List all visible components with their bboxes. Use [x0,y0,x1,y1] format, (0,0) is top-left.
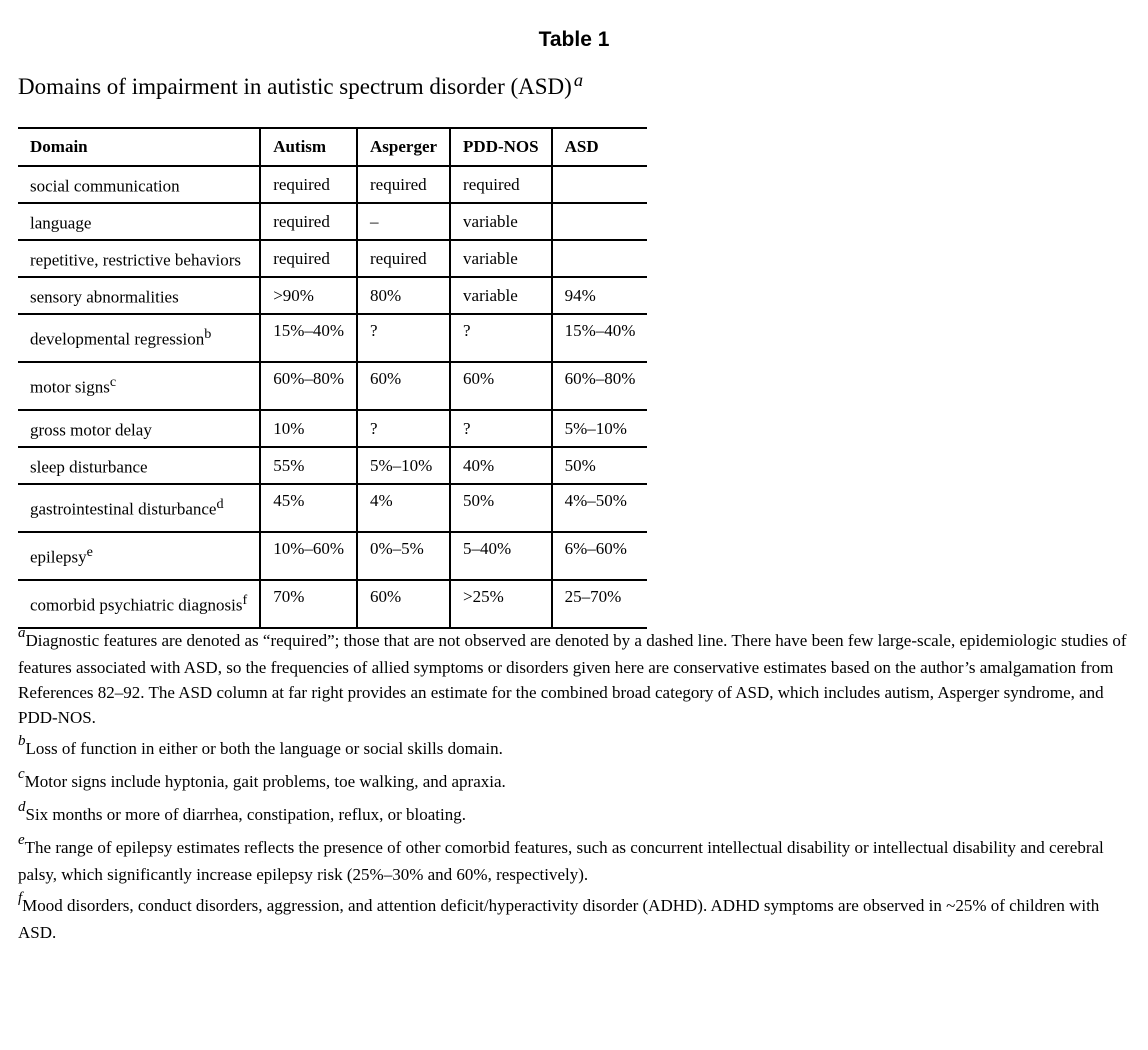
pdd-nos-cell: ? [450,410,552,447]
asd-cell: 6%–60% [552,532,648,580]
table-caption [18,69,584,100]
asperger-cell: required [357,240,450,277]
table-row [18,277,647,314]
autism-cell: 70% [260,580,357,628]
table-row [18,362,647,410]
asperger-cell: – [357,203,450,240]
header-autism: Autism [260,128,357,166]
header-asperger: Asperger [357,128,450,166]
domain-cell: language [18,203,260,240]
asperger-cell: 80% [357,277,450,314]
table-row [18,484,647,532]
domain-cell: social communication [18,166,260,203]
footnote-c: cMotor signs include hyptonia, gait problems, toe walking, and apraxia. [18,766,506,791]
asd-cell: 15%–40% [552,314,648,362]
autism-cell: 15%–40% [260,314,357,362]
domain-cell: repetitive, restrictive behaviors [18,240,260,277]
pdd-nos-cell: variable [450,203,552,240]
pdd-nos-cell: >25% [450,580,552,628]
pdd-nos-cell: 5–40% [450,532,552,580]
table-row [18,580,647,628]
asd-cell: 94% [552,277,648,314]
asd-cell: 4%–50% [552,484,648,532]
autism-cell: required [260,203,357,240]
table-row [18,166,647,203]
footnote-d: dSix months or more of diarrhea, constipation, reflux, or bloating. [18,799,466,824]
page-label: Table 1 [538,28,610,51]
asd-cell: 50% [552,447,648,484]
asd-cell: 25–70% [552,580,648,628]
asperger-cell: 60% [357,580,450,628]
autism-cell: required [260,166,357,203]
autism-cell: required [260,240,357,277]
domain-cell: sleep disturbance [18,447,260,484]
asperger-cell: 0%–5% [357,532,450,580]
asd-cell [552,203,648,240]
asd-cell: 60%–80% [552,362,648,410]
domain-cell: gastrointestinal disturbance$^d$ [18,484,260,532]
autism-cell: 55% [260,447,357,484]
asd-cell [552,240,648,277]
asperger-cell: 4% [357,484,450,532]
table-row [18,410,647,447]
footnote-b: bLoss of function in either or both the language or social skills domain. [18,733,503,758]
autism-cell: 45% [260,484,357,532]
domain-cell: comorbid psychiatric diagnosis$^f$ [18,580,260,628]
asperger-cell: ? [357,410,450,447]
asd-cell [552,166,648,203]
pdd-nos-cell: ? [450,314,552,362]
asperger-cell: 5%–10% [357,447,450,484]
table-row [18,447,647,484]
domain-cell: developmental regression$^b$ [18,314,260,362]
header-asd: ASD [552,128,648,166]
autism-cell: 60%–80% [260,362,357,410]
table-footnotes [18,625,1133,951]
pdd-nos-cell: 40% [450,447,552,484]
pdd-nos-cell: 60% [450,362,552,410]
table-row [18,240,647,277]
header-domain: Domain [18,128,260,166]
domains-table [18,127,647,629]
asperger-cell: 60% [357,362,450,410]
autism-cell: 10%–60% [260,532,357,580]
caption-footnote-mark: a [573,69,584,90]
pdd-nos-cell: variable [450,240,552,277]
domain-cell: motor signs$^c$ [18,362,260,410]
footnote-e: eThe range of epilepsy estimates reflects the presence of other comorbid features, such as concurrent intellectual disability or intellectual disability and cerebral palsy, which significantly increase epilepsy risk (25%–30% and 60%, respectively). [18,832,1104,884]
table-header-row [18,128,647,166]
asperger-cell: required [357,166,450,203]
domain-cell: epilepsy$^e$ [18,532,260,580]
asperger-cell: ? [357,314,450,362]
asd-cell: 5%–10% [552,410,648,447]
footnote-a: aDiagnostic features are denoted as “required”; those that are not observed are denoted by a dashed line. There have been few large-scale, epidemiologic studies of features associated with ASD, so the frequencies of allied symptoms or disorders given here are conservative estimates based on the author’s amalgamation from References 82–92. The ASD column at far right provides an estimate for the combined broad category of ASD, which includes autism, Asperger syndrome, and PDD-NOS. [18,625,1127,727]
pdd-nos-cell: required [450,166,552,203]
table-row [18,532,647,580]
footnote-f: fMood disorders, conduct disorders, aggression, and attention deficit/hyperactivity disorder (ADHD). ADHD symptoms are observed in ~25% of children with ASD. [18,890,1100,942]
pdd-nos-cell: variable [450,277,552,314]
table-row [18,203,647,240]
header-pdd-nos: PDD-NOS [450,128,552,166]
domain-cell: sensory abnormalities [18,277,260,314]
pdd-nos-cell: 50% [450,484,552,532]
domain-cell: gross motor delay [18,410,260,447]
autism-cell: 10% [260,410,357,447]
table-row [18,314,647,362]
autism-cell: >90% [260,277,357,314]
caption-text: Domains of impairment in autistic spectrum disorder (ASD) [18,74,572,99]
